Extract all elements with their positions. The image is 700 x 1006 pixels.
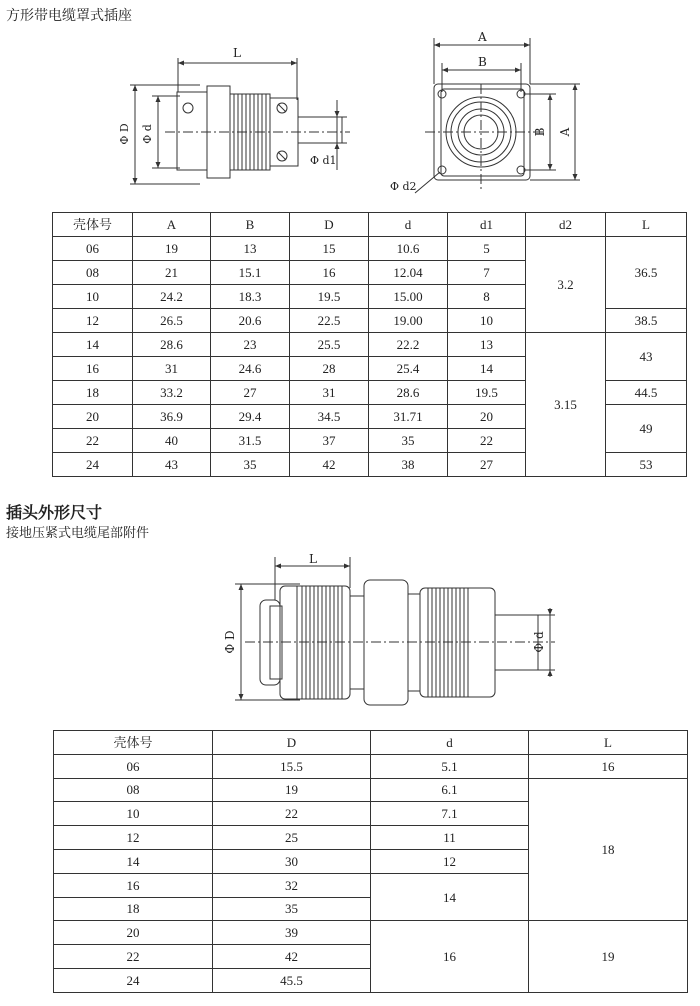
cell: 15.1 [211,261,290,285]
plug-drawing [0,550,700,725]
cell: 25.5 [290,333,369,357]
cell: 5 [448,237,526,261]
dim-A-side-label: A [558,127,572,137]
cell: 31.71 [369,405,448,429]
table-row [54,754,688,778]
dim-phiD-label: Φ D [118,123,131,145]
cell: 27 [448,453,526,477]
merged-cell-d: 5.1 [371,754,529,778]
cell: 30 [213,849,371,873]
merged-cell-d2: 3.2 [526,237,606,333]
dim-B-side-label: B [533,127,547,137]
cell: 18.3 [211,285,290,309]
cell: 29.4 [211,405,290,429]
cell: 33.2 [133,381,211,405]
header-cell: L [529,731,688,755]
header-cell: d [369,213,448,237]
cell: 35 [369,429,448,453]
header-cell: B [211,213,290,237]
cell: 10 [54,802,213,826]
cell: 21 [133,261,211,285]
cell: 16 [53,357,133,381]
cell: 20 [54,921,213,945]
cell: 14 [53,333,133,357]
cell: 31 [290,381,369,405]
merged-cell-d: 7.1 [371,802,529,826]
merged-cell-L: 44.5 [606,381,687,405]
table-row [53,333,687,357]
cell: 42 [290,453,369,477]
cell: 38 [369,453,448,477]
merged-cell-L: 16 [529,754,688,778]
cell: 28.6 [369,381,448,405]
cell: 10 [448,309,526,333]
cell: 12 [54,826,213,850]
cell: 24.6 [211,357,290,381]
cell: 22 [213,802,371,826]
dim-A-label: A [478,30,487,44]
merged-cell-L: 18 [529,778,688,921]
merged-cell-d: 6.1 [371,778,529,802]
cell: 42 [213,945,371,969]
cell: 28.6 [133,333,211,357]
merged-cell-L: 19 [529,921,688,992]
cell: 13 [448,333,526,357]
cell: 27 [211,381,290,405]
merged-cell-L: 36.5 [606,237,687,309]
section-subtitle-plug: 接地压紧式电缆尾部附件 [6,526,150,541]
merged-cell-d: 11 [371,826,529,850]
table-header-row [53,213,687,237]
cell: 16 [54,873,213,897]
cell: 36.9 [133,405,211,429]
cell: 18 [54,897,213,921]
cell: 37 [290,429,369,453]
cell: 20.6 [211,309,290,333]
cell: 14 [448,357,526,381]
section-title-socket: 方形带电缆罩式插座 [6,8,132,24]
dim-L-label: L [233,46,241,60]
cell: 14 [54,849,213,873]
cell: 20 [53,405,133,429]
cell: 08 [54,778,213,802]
cell: 43 [133,453,211,477]
header-cell: d2 [526,213,606,237]
cell: 22.5 [290,309,369,333]
plug-dim-phid-label: Φ d [532,631,546,653]
cell: 24.2 [133,285,211,309]
cell: 22.2 [369,333,448,357]
cell: 45.5 [213,968,371,992]
merged-cell-L: 49 [606,405,687,453]
table-row [54,778,688,802]
cell: 19.5 [448,381,526,405]
cell: 8 [448,285,526,309]
cell: 18 [53,381,133,405]
plug-dim-L-label: L [309,552,317,566]
header-cell: D [290,213,369,237]
merged-cell-L: 43 [606,333,687,381]
table-row [54,921,688,945]
table-row [53,237,687,261]
merged-cell-L: 38.5 [606,309,687,333]
cell: 40 [133,429,211,453]
cell: 22 [53,429,133,453]
cell: 13 [211,237,290,261]
cell: 24 [54,968,213,992]
cell: 31 [133,357,211,381]
cell: 19.00 [369,309,448,333]
cell: 35 [213,897,371,921]
cell: 12 [53,309,133,333]
socket-dimension-table [52,212,687,477]
cell: 06 [53,237,133,261]
cell: 10.6 [369,237,448,261]
cell: 10 [53,285,133,309]
cell: 7 [448,261,526,285]
cell: 19 [213,778,371,802]
cell: 15.00 [369,285,448,309]
header-cell: L [606,213,687,237]
cell: 32 [213,873,371,897]
cell: 26.5 [133,309,211,333]
merged-cell-d: 14 [371,873,529,921]
cell: 31.5 [211,429,290,453]
cell: 22 [448,429,526,453]
plug-dim-phiD-label: Φ D [223,630,237,654]
dim-phid1-label: Φ d1 [310,154,337,167]
cell: 35 [211,453,290,477]
dim-phid2-label: Φ d2 [390,180,417,193]
header-cell: 壳体号 [53,213,133,237]
cell: 12.04 [369,261,448,285]
cell: 06 [54,754,213,778]
socket-drawing [0,30,700,210]
table-header-row [54,731,688,755]
header-cell: d [371,731,529,755]
cell: 25 [213,826,371,850]
cell: 19 [133,237,211,261]
cell: 15.5 [213,754,371,778]
cell: 25.4 [369,357,448,381]
cell: 24 [53,453,133,477]
section-title-plug: 插头外形尺寸 [6,503,103,522]
cell: 16 [290,261,369,285]
cell: 22 [54,945,213,969]
merged-cell-L: 53 [606,453,687,477]
cell: 08 [53,261,133,285]
dim-phid-label: Φ d [141,124,154,144]
dim-B-label: B [478,55,487,69]
merged-cell-d2: 3.15 [526,333,606,477]
merged-cell-d: 12 [371,849,529,873]
cell: 19.5 [290,285,369,309]
cell: 15 [290,237,369,261]
cell: 23 [211,333,290,357]
cell: 39 [213,921,371,945]
plug-dimension-table [53,730,688,993]
cell: 20 [448,405,526,429]
cell: 28 [290,357,369,381]
header-cell: d1 [448,213,526,237]
header-cell: A [133,213,211,237]
header-cell: 壳体号 [54,731,213,755]
merged-cell-d: 16 [371,921,529,992]
cell: 34.5 [290,405,369,429]
header-cell: D [213,731,371,755]
